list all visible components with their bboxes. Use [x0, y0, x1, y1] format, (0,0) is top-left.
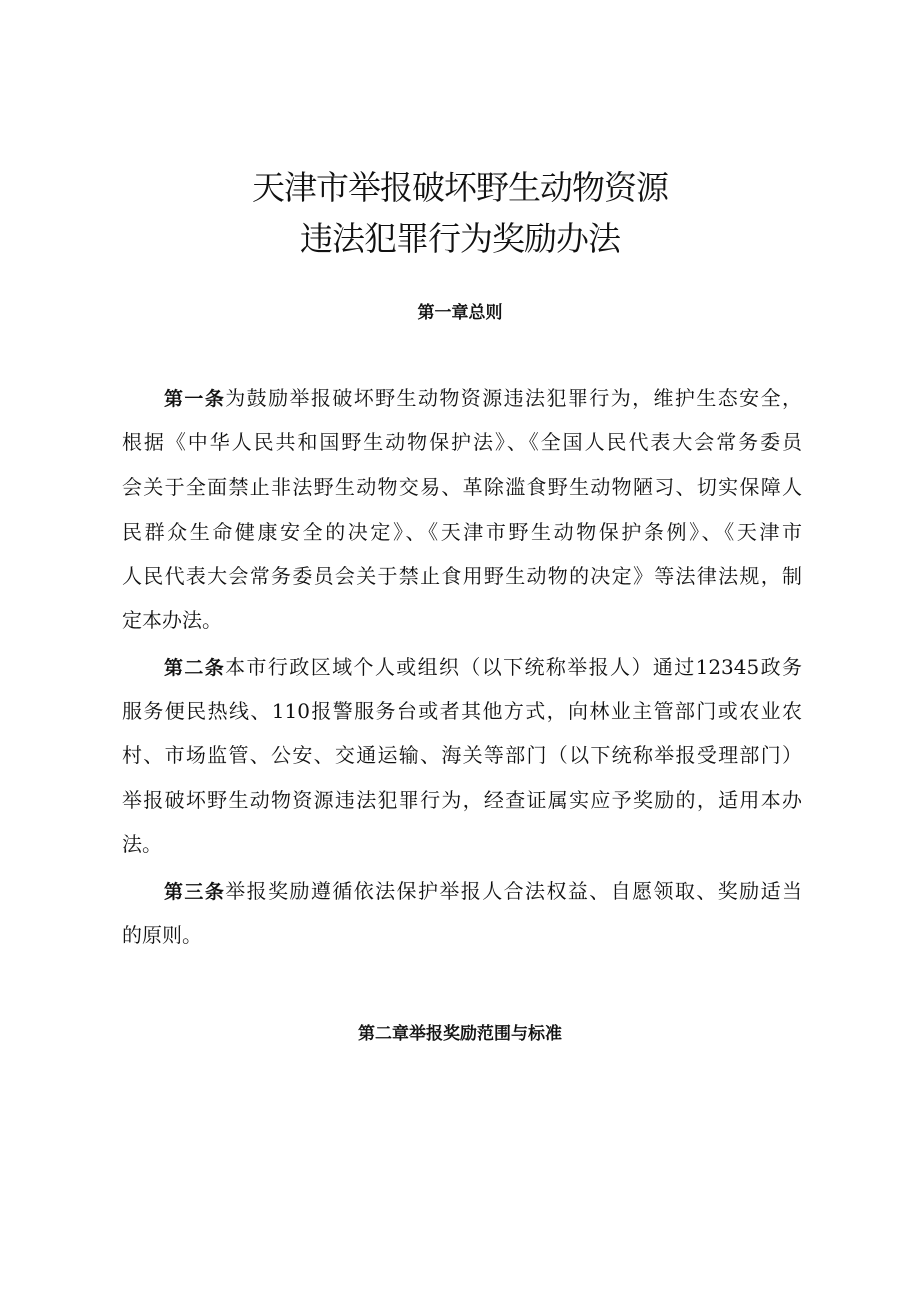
article-2-line-3: 村、市场监管、公安、交通运输、海关等部门（以下统称举报受理部门） — [122, 743, 802, 767]
chapter-2-heading: 第二章举报奖励范围与标准 — [358, 1024, 562, 1044]
article-1-label: 第一条 — [164, 388, 226, 410]
article-2-line-1 — [164, 652, 802, 682]
article-3-line-2: 的原则。 — [122, 923, 202, 947]
article-1-line-1 — [164, 383, 802, 413]
document-title-line-2: 违法犯罪行为奖励办法 — [300, 219, 620, 258]
article-1-line-5: 人民代表大会常务委员会关于禁止食用野生动物的决定》等法律法规，制 — [122, 564, 802, 588]
chapter-1-heading: 第一章总则 — [417, 303, 503, 323]
article-1-line-3: 会关于全面禁止非法野生动物交易、革除滥食野生动物陋习、切实保障人 — [122, 475, 802, 499]
article-3-line-1 — [164, 876, 802, 906]
article-1-text-1: 为鼓励举报破坏野生动物资源违法犯罪行为，维护生态安全， — [225, 386, 802, 410]
article-3-text-1: 举报奖励遵循依法保护举报人合法权益、自愿领取、奖励适当 — [225, 879, 802, 903]
article-2-line-2: 服务便民热线、110报警服务台或者其他方式，向林业主管部门或农业农 — [122, 699, 802, 723]
article-2-line-4: 举报破坏野生动物资源违法犯罪行为，经查证属实应予奖励的，适用本办 — [122, 788, 802, 812]
article-3-label: 第三条 — [164, 881, 226, 903]
document-title-line-1: 天津市举报破坏野生动物资源 — [252, 168, 668, 207]
article-1-line-6: 定本办法。 — [122, 608, 222, 632]
article-2-text-1: 本市行政区域个人或组织（以下统称举报人）通过12345政务 — [225, 655, 802, 679]
article-2-label: 第二条 — [164, 657, 226, 679]
article-2-line-5: 法。 — [122, 832, 162, 856]
article-1-line-2: 根据《中华人民共和国野生动物保护法》、《全国人民代表大会常务委员 — [122, 430, 802, 454]
article-1-line-4: 民群众生命健康安全的决定》、《天津市野生动物保护条例》、《天津市 — [122, 520, 802, 544]
